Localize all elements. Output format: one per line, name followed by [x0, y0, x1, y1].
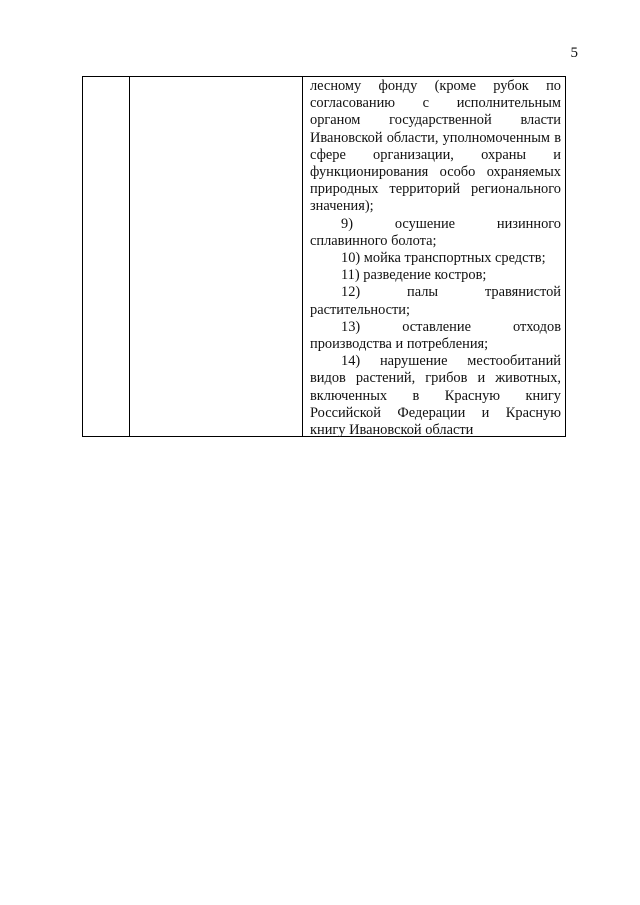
regime-item-14: 14) нарушение местообитаний видов растений, грибов и животных, включенных в Красную книгу Российской Федерации и Красную книгу Ивановской области [310, 353, 561, 439]
regime-item-9: 9) осушение низинного сплавинного болота; [310, 215, 561, 249]
regime-item-11: 11) разведение костров; [341, 267, 487, 284]
document-table [82, 76, 566, 437]
table-row [83, 77, 566, 437]
page-number: 5 [570, 45, 578, 61]
regime-item-10: 10) мойка транспортных средств; [341, 250, 546, 267]
table-cell-regime [303, 77, 566, 437]
regime-paragraph: лесному фонду (кроме рубок по согласованию с исполнительным органом государственной власти Ивановской области, уполномоченным в сфере организации, охраны и функционирования особо охраняемых природных территорий регионального значения); [310, 78, 561, 215]
regime-item-13: 13) оставление отходов производства и потребления; [310, 318, 561, 353]
table-cell-name [130, 77, 303, 437]
regime-text [303, 77, 565, 439]
regime-item-12: 12) палы травянистой растительности; [310, 284, 561, 318]
table-cell-number [83, 77, 130, 437]
